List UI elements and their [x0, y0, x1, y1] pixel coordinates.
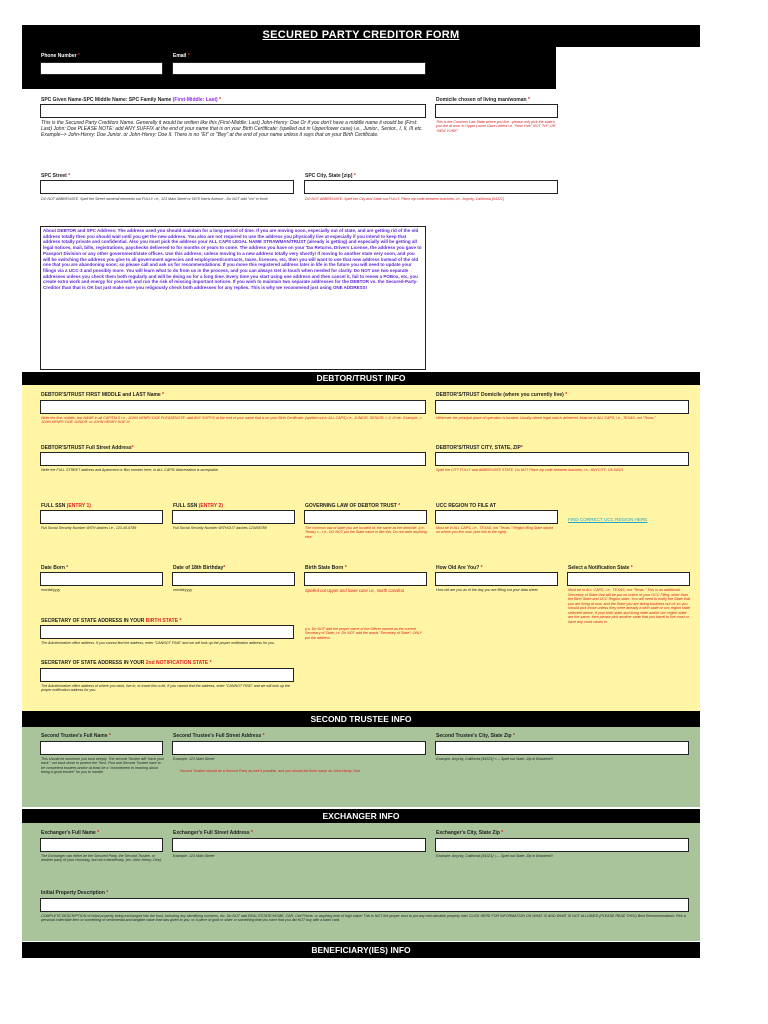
trustee-name-input[interactable] — [40, 741, 163, 755]
spc-street-input[interactable] — [40, 180, 294, 194]
about-address-box — [40, 226, 426, 370]
trustee-city-label: Second Trustee's City, State Zip * — [436, 733, 515, 739]
ucc-input[interactable] — [435, 510, 558, 524]
debtor-name-input[interactable] — [40, 400, 426, 414]
spc-domicile-input[interactable] — [435, 104, 558, 118]
ucc-region-link[interactable]: FIND CORRECT UCC REGION HERE — [568, 517, 648, 522]
sos-notif-hint: The Administrative office address of where you work, live in, or travel thru a lot. If you cannot find the address, enter "CANNOT FIND" and we will look up the proper notification address for you. — [41, 684, 290, 693]
dob-label: Date Born * — [41, 565, 69, 571]
spc-name-hint: This is the Secured Party Creditors Name. Generally it would be written like this (First-Middle: Last) John-Henry: Doe Or if you don't have a middle name it would be (First: Last) John: Doe PLEASE NOTE: add ANY SUFFIX at the end of your name that is on your Birth Certificate: (spelled out in Upper/lower case) i.e., Junior., Senior., I, II, III etc. Example--> John-Henry: Doe Junior. or John-Henry: Doe II. There is no "Et" or "Bey" at the end of your name unless it says that on your Birth Certificate. — [41, 120, 423, 139]
notif-state-hint: Must be in ALL CAPS, i.e., TEXAS, not "Texas." This is an additional Secretary of State that will be put on notice of your UCC Filing, other than the Birth State and UCC Region state. You will need to notify the State that you are living at now, and the State you are doing business out of; so you should pick those unless they were already a birth state or ucc region state selected above. If your birth state and living state and/or ucc region state are the same, then please pick another state that you travel to live most or have any court cases in. — [568, 588, 690, 624]
trustee-city-input[interactable] — [435, 741, 689, 755]
ssn2-hint: Full Social Security Number WITHOUT dashes 123456789 — [173, 526, 267, 530]
exchanger-name-hint: The Exchanger can either be the Secured Party, the Second Trustee, or another party of your choosing, but not a beneficiary. (ex: John-Henry: Doe). — [41, 854, 162, 863]
spc-city-input[interactable] — [304, 180, 558, 194]
dob-input[interactable] — [40, 572, 163, 586]
trustee-street-note: Second Trustee should be a Second Party as well if possible, and you should list there name as John-Henry: Doe — [180, 769, 361, 773]
form-title: SECURED PARTY CREDITOR FORM — [262, 29, 460, 41]
form-header-right — [556, 25, 700, 47]
debtor-street-label: DEBTOR'S/TRUST Full Street Address* — [41, 445, 134, 451]
exchanger-city-input[interactable] — [435, 838, 689, 852]
debtor-domicile-label: DEBTOR'S/TRUST Domicile (where you currently live) * — [436, 392, 568, 398]
exchanger-city-hint: Example: Anycity, California [54321] <--- Spell out State, Zip in Brackets!!! — [436, 854, 554, 858]
spc-name-label: SPC Given Name-SPC Middle Name: SPC Family Name (First-Middle: Last) * — [41, 97, 222, 103]
sos-notif-label: SECRETARY OF STATE ADDRESS IN YOUR 2nd NOTIFICATION STATE * — [41, 660, 212, 666]
trustee-street-input[interactable] — [172, 741, 426, 755]
birth-state-hint: Spelled out Upper and lower case i.e., North Carolina — [305, 588, 404, 593]
phone-label: Phone Number * — [41, 53, 80, 59]
notif-state-input[interactable] — [567, 572, 690, 586]
debtor-street-hint: Write the FULL STREET address and Apartment or Box number here, in ALL CAPS! Abbreviation is acceptable. — [41, 468, 219, 472]
exchanger-name-label: Exchanger's Full Name * — [41, 830, 100, 836]
ssn1-input[interactable] — [40, 510, 163, 524]
spc-street-hint: DO NOT ABBREVIATE. Spell the Street name/all elements out FULLY. i.e., 123 Main Street or 5678 Harris Avenue - Do NOT add "c/o" in front! — [41, 197, 268, 201]
debtor-city-hint: Spell the CITY FULLY and ABBREVIATE STATE. Do NOT Place zip code between brackets, i.e., ANYCITY, CA 54321 — [436, 468, 624, 472]
debtor-section-header: DEBTOR/TRUST INFO — [22, 372, 700, 385]
debtor-city-label: DEBTOR'S/TRUST CITY, STATE, ZIP* — [436, 445, 523, 451]
exchanger-street-input[interactable] — [172, 838, 426, 852]
exchanger-city-label: Exchanger's City, State Zip * — [436, 830, 504, 836]
debtor-street-input[interactable] — [40, 452, 426, 466]
age-label: How Old Are You? * — [436, 565, 483, 571]
ssn1-label: FULL SSN (ENTRY 1) — [41, 503, 91, 509]
spc-city-label: SPC City, State [zip] * — [305, 173, 356, 179]
ucc-hint: Must be in ALL CAPS, i.e., TEXAS, not "Texas." Region filing State based on where you live now. (see link to the right) — [436, 526, 554, 535]
spc-city-hint: DO NOT ABBREVIATE. Spell the City and State out FULLY. Place zip code between brackets, i.e., Anycity, California [54321] — [305, 197, 504, 201]
ssn2-label: FULL SSN (ENTRY 2) — [173, 503, 223, 509]
spc-domicile-hint: This is the Common Law State where you live - please only pick the state's you live at now, in Upper Lower Case Letters i.e. "New York" NOT "NY" OR "NEW YORK" — [436, 120, 556, 133]
debtor-domicile-input[interactable] — [435, 400, 689, 414]
birth-state-label: Birth State Born * — [305, 565, 347, 571]
exchanger-street-hint: Example: 123 Main Street — [173, 854, 215, 858]
debtor-domicile-hint: Wherever the principal place of operation is located. Usually where legal mail is delivered. Must be in ALL CAPS, i.e., TEXAS, not "Texas." — [436, 416, 656, 420]
email-input[interactable] — [172, 62, 426, 75]
trustee-name-label: Second Trustee's Full Name * — [41, 733, 111, 739]
sos-notif-input[interactable] — [40, 668, 294, 682]
trustee-street-label: Second Trustee's Full Street Address * — [173, 733, 265, 739]
trustee-name-hint: This should be someone you trust deeply. The second Trustee will "have your back", not back down to protect the Trust. First and Second Trustee have to be competent trustees and/or at least be a "commitment to learning about being a good trustee" for you to handle. — [41, 757, 164, 775]
age18-label: Date of 18th Birthday* — [173, 565, 226, 571]
ssn2-input[interactable] — [172, 510, 295, 524]
age-hint: How old are you as of the day you are filling out your data sheet. — [436, 588, 539, 592]
exchanger-name-input[interactable] — [40, 838, 163, 852]
law-input[interactable] — [304, 510, 427, 524]
email-label: Email * — [173, 53, 190, 59]
property-label: Initial Property Description * — [41, 890, 109, 896]
debtor-name-label: DEBTOR'S/TRUST FIRST MIDDLE and LAST Name * — [41, 392, 165, 398]
birth-state-input[interactable] — [304, 572, 427, 586]
sos-birth-hint: The Administrative office address. If you cannot find the address, enter "CANNOT FIND" and we will look up the proper notification address for you. — [41, 641, 275, 645]
age-input[interactable] — [435, 572, 558, 586]
sos-birth-input[interactable] — [40, 625, 294, 639]
sos-birth-label: SECRETARY OF STATE ADDRESS IN YOUR BIRTH STATE * — [41, 618, 182, 624]
ucc-label: UCC REGION TO FILE AT — [436, 503, 496, 509]
trustee-section-header: SECOND TRUSTEE INFO — [22, 711, 700, 727]
debtor-city-input[interactable] — [435, 452, 689, 466]
spc-street-label: SPC Street * — [41, 173, 71, 179]
phone-input[interactable] — [40, 62, 163, 75]
beneficiary-section-header: BENEFICIARY(IES) INFO — [22, 942, 700, 958]
exchanger-street-label: Exchanger's Full Street Address * — [173, 830, 253, 836]
sos-mid-hint: p.s. Do NOT add the proper name of the Officer named as the current Secretary of State; i.e. Do NOT add the words "Secretary of State"; ONLY put the address. — [305, 627, 423, 640]
about-address-text: About DEBTOR and SPC Address: The address used you should maintain for a long period of time. If you are moving soon, especially out of state, and are getting rid of the old address totally then you should wait until you get the new address. You also are not required to use the address you physically live at especially if you intend to keep that address totally private and confidential. Also you must pick the address your ALL CAPS LEGAL NAME STRAWMAN/TRUST (already is getting) and especially will be getting all legal notices, mail, bills, registrations, paychecks delivered to for months or years to come. The address you have on your Tax Returns, Drivers License, the address you gave to Passport Division or any other government/state offices. Use this address; unless moving to a new address totally very shortly! If moving to another state very soon, and you will be switching the address you give to all government agencies and employment/contracts, taxes, licenses, etc, then you will want to use that new address instead of the old one that you are abandoning soon; so please call and ask us for recommendations. If you move this registered address later in life in the future you will need to update your filings via a UCC-3 and possibly more. You will learn what to do from us in the process, and you can always Get in touch when needed for clarity. Do NOT use two separate addresses unless you check them both regularly and will be doing so for a long time. Every time you start using one address and then cancel it, fail to renew a POBox, etc, you create extra work and energy for yourself, and run the risk of missing important notices. If you wish to maintain two separate addresses for the DEBTOR vs. the Secured-Party-Creditor than that is OK but just make sure you religiously check both addresses for any replies. This is why we recommend just using ONE ADDRESS! — [43, 228, 422, 291]
spc-name-input[interactable] — [40, 104, 426, 118]
law-hint: The common law of state you are located at; the same as the domicile. (i.e., Texas) <-- i.e., DO NOT put the State name in like this. Do not write anything else. — [305, 526, 427, 539]
ssn1-hint: Full Social Security Number WITH dashes i.e., 123-45-6789 — [41, 526, 137, 530]
property-input[interactable] — [40, 898, 689, 912]
law-label: GOVERNING LAW OF DEBTOR TRUST * — [305, 503, 401, 509]
trustee-street-hint: Example: 123 Main Street — [173, 757, 215, 761]
trustee-city-hint: Example: Anycity, California [54321] <--- Spell out State, Zip in Brackets!!! — [436, 757, 554, 761]
debtor-name-hint: Write the first, middle, last NAME in all CAPITALS i.e., JOHN HENRY DOE PLEASENOTE: add ANY SUFFIX at the end of your name that is on your Birth Certificate: (spelled out in ALL CAPS) i.e., JUNIOR, SENIOR, I, II, III etc. Example--> JOHN HENRY DOE JUNIOR. or JOHN HENRY DOE III — [41, 416, 422, 425]
spc-domicile-label: Domicile chosen of living man/woman * — [436, 97, 530, 103]
dob-hint: mm/dd/yyyy — [41, 588, 61, 592]
property-hint: COMPLETE DESCRIPTION of initial property being exchanged into the trust, including any identifying numbers, etc. Do NOT add REAL ESTATE/HOME, CAR, Cell Phone, or anything else of high value! This is NOT the proper trust to put any real valuable property into! CLICK HERE FOR INFORMATION ON WHAT IS AND WHAT IS NOT ALLOWED (PLEASE READ THIS!) Best Recommendation: Pick a personal collectible item or something of sentimental and tangible value that was given to you, or a piece of gold or silver or something that you have that you did NOT buy with a bank card. — [41, 914, 686, 923]
age18-hint: mm/dd/yyyy — [173, 588, 193, 592]
notif-state-label: Select a Notification State * — [568, 565, 633, 571]
exchanger-section-header: EXCHANGER INFO — [22, 809, 700, 823]
age18-input[interactable] — [172, 572, 295, 586]
